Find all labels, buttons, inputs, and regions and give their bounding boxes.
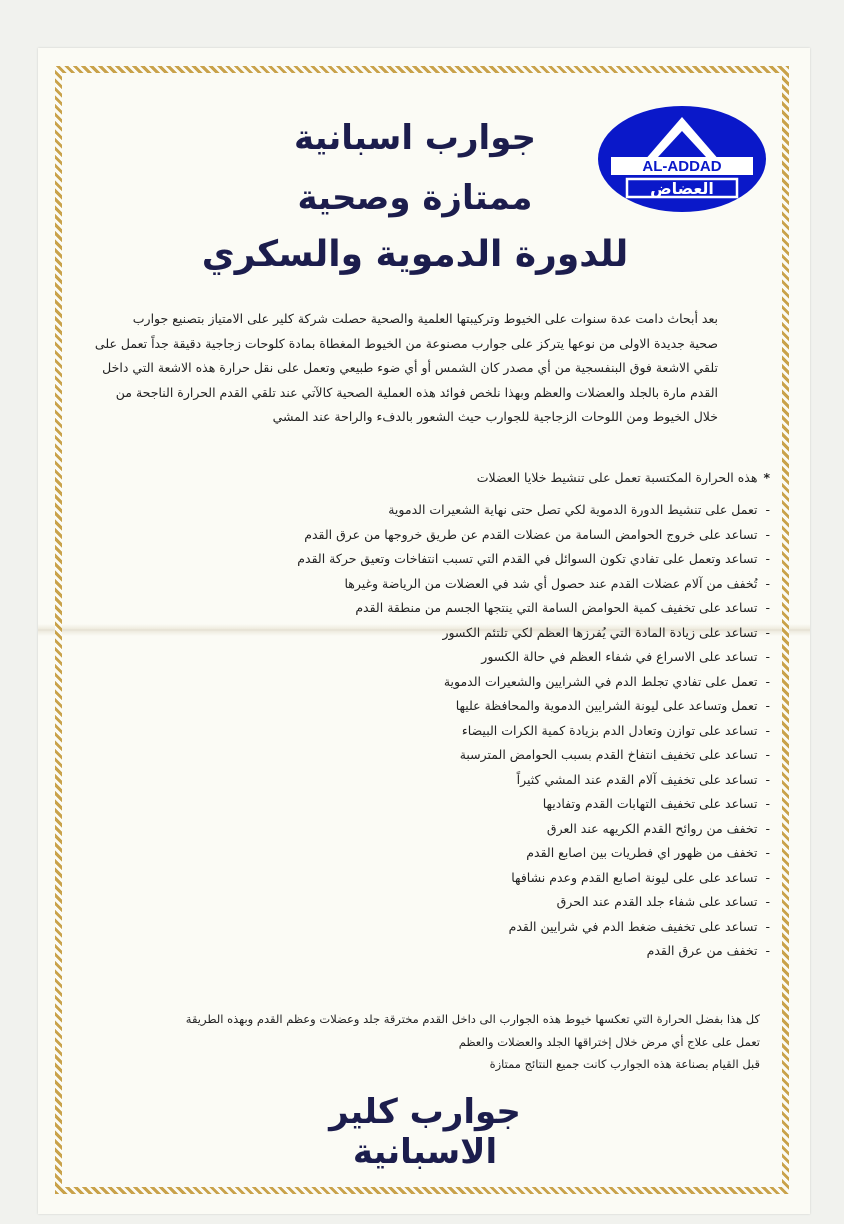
intro-line: بعد أبحاث دامت عدة سنوات على الخيوط وتركيبتها العلمية والصحية حصلت شركة كلير على الامتياز بتصنيع جوارب (132, 311, 718, 326)
list-item (200, 817, 770, 842)
list-item-text: تُخفف من آلام عضلات القدم عند حصول أي شد في العضلات من الرياضة وغيرها (344, 575, 758, 591)
list-item (200, 547, 770, 572)
list-item (200, 890, 770, 915)
list-item-text: تساعد وتعمل على تفادي تكون السوائل في القدم التي تسبب انتفاخات وتعيق حركة القدم (297, 551, 758, 566)
list-bullet: - (765, 796, 770, 811)
list-bullet: - (765, 845, 770, 860)
list-bullet: - (765, 649, 770, 664)
list-item (200, 915, 770, 940)
page-title-line-3: للدورة الدموية والسكري (201, 234, 629, 275)
list-item-text: تساعد على تخفيف ضغط الدم في شرايين القدم (508, 918, 758, 934)
brand-footer: جوارب كلير الاسبانية (329, 1092, 521, 1172)
benefits-heading-text: هذه الحرارة المكتسبة تعمل على تنشيط خلايا العضلات (476, 470, 758, 485)
list-item-text: تساعد على شفاء جلد القدم عند الحرق (556, 894, 758, 909)
list-bullet: - (765, 722, 770, 738)
list-item (200, 523, 770, 548)
list-bullet: - (765, 673, 770, 689)
page-title-line-1: جوارب اسبانية (293, 118, 537, 158)
list-item (200, 596, 770, 621)
list-item-text: تساعد على تخفيف التهابات القدم وتفاديها (542, 796, 758, 811)
list-item-text: تساعد على زيادة المادة التي يُفرزها العظم لكي تلتئم الكسور (442, 624, 758, 640)
list-bullet: - (765, 600, 770, 615)
list-item-text: تساعد على تخفيف انتفاخ القدم بسبب الحوامض المترسبة (459, 747, 758, 762)
list-bullet: - (765, 869, 770, 885)
intro-paragraph (92, 307, 718, 430)
list-bullet: - (765, 624, 770, 640)
list-item (200, 768, 770, 793)
list-item (200, 694, 770, 719)
intro-line: القدم مارة بالجلد والعضلات والعظم وبهذا نلخص فوائد هذه العملية الصحية كالآتي عند تلقي القدم الحرارة الناجحة من (115, 384, 718, 400)
list-item (200, 572, 770, 597)
list-item-text: تخفف من عرق القدم (646, 943, 758, 958)
list-item-text: تساعد على توازن وتعادل الدم بزيادة كمية الكرات البيضاء (461, 722, 758, 738)
list-item (200, 498, 770, 523)
heading-marker: * (763, 470, 770, 485)
list-item (200, 939, 770, 964)
logo-text-en: AL-ADDAD (642, 158, 722, 175)
list-item (200, 670, 770, 695)
list-item (200, 841, 770, 866)
benefits-heading (300, 470, 770, 485)
list-item-text: تساعد على تخفيف آلام القدم عند المشي كثيراً (516, 771, 758, 787)
page-title-line-2: ممتازة وصحية (297, 178, 533, 218)
intro-line: صحية جديدة الاولى من نوعها يتركز على جوارب مصنوعة من الخيوط المغطاة بمادة كلوحات زجاجية دقيقة جداً تعمل على (94, 335, 718, 351)
closing-paragraph (92, 1008, 760, 1076)
list-bullet: - (765, 698, 770, 713)
list-bullet: - (765, 747, 770, 762)
list-item-text: تعمل على تفادي تجلط الدم في الشرايين والشعيرات الدموية (443, 673, 758, 689)
list-item (200, 719, 770, 744)
list-item-text: تساعد على تخفيف كمية الحوامض السامة التي ينتجها الجسم من منطقة القدم (355, 600, 758, 615)
closing-line: كل هذا بفضل الحرارة التي تعكسها خيوط هذه الجوارب الى داخل القدم مخترقة جلد وعضلات وعظم القدم وبهذه الطريقة (185, 1012, 760, 1026)
list-bullet: - (765, 526, 770, 542)
list-bullet: - (765, 918, 770, 934)
intro-line: تلقي الاشعة فوق البنفسجية من أي مصدر كان الشمس أو أي ضوء طبيعي وتعمل على نقل حرارة هذه الاشعة التي داخل (102, 360, 718, 376)
closing-line: قبل القيام بصناعة هذه الجوارب كانت جميع النتائج ممتازة (489, 1057, 760, 1071)
list-item-text: تخفف من ظهور اي فطريات بين اصابع القدم (526, 845, 758, 860)
benefits-list (200, 498, 770, 964)
list-item-text: تساعد على خروج الحوامض السامة من عضلات القدم عن طريق خروجها من عرق القدم (304, 526, 758, 542)
list-item-text: تساعد على على ليونة اصابع القدم وعدم نشافها (511, 869, 758, 885)
list-bullet: - (765, 502, 770, 517)
closing-line: تعمل على علاج أي مرض خلال إختراقها الجلد والعضلات والعظم (458, 1034, 760, 1049)
list-item (200, 792, 770, 817)
list-item (200, 621, 770, 646)
list-item (200, 743, 770, 768)
list-bullet: - (765, 771, 770, 787)
list-item-text: تعمل وتساعد على ليونة الشرايين الدموية والمحافظة عليها (455, 698, 758, 713)
list-bullet: - (765, 551, 770, 566)
list-item-text: تساعد على الاسراع في شفاء العظم في حالة الكسور (481, 649, 758, 664)
intro-line: خلال الخيوط ومن اللوحات الزجاجية للجوارب حيث الشعور بالدفء والراحة عند المشي (272, 409, 718, 425)
list-item-text: تعمل على تنشيط الدورة الدموية لكي تصل حتى نهاية الشعيرات الدموية (388, 502, 758, 517)
list-bullet: - (765, 894, 770, 909)
list-item (200, 645, 770, 670)
list-bullet: - (765, 820, 770, 836)
list-bullet: - (765, 943, 770, 958)
list-bullet: - (765, 575, 770, 591)
list-item (200, 866, 770, 891)
logo-text-ar: العضاض (650, 179, 714, 198)
list-item-text: تخفف من روائح القدم الكريهه عند العرق (546, 820, 758, 836)
